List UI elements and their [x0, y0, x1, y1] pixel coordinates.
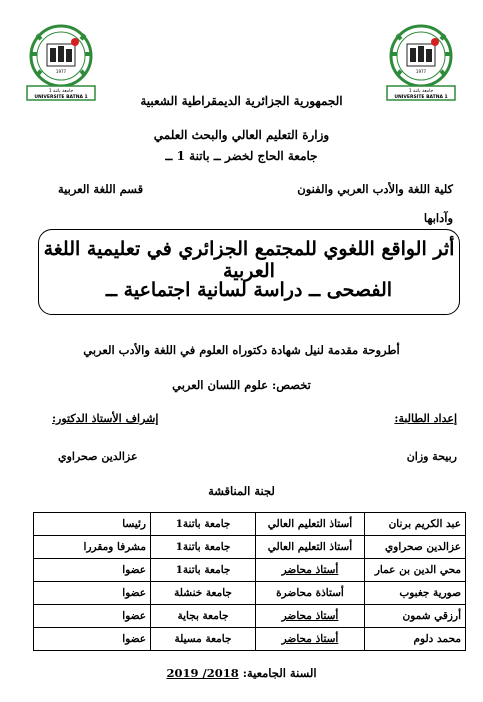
jury-rank: أستاذ محاضر: [256, 559, 365, 582]
jury-university: جامعة باتنة1: [151, 559, 256, 582]
jury-university: جامعة خنشلة: [151, 582, 256, 605]
jury-name: أرزقي شمون: [365, 605, 466, 628]
faculty-name: كلية اللغة والأدب العربي والفنون: [297, 182, 453, 196]
jury-name: عبد الكريم برنان: [365, 513, 466, 536]
thesis-title-line2: الفصحى ــ دراسة لسانية اجتماعية ــ: [105, 279, 393, 301]
jury-rank: أستاذ محاضر: [256, 605, 365, 628]
jury-rank: أستاذ التعليم العالي: [256, 513, 365, 536]
academic-year-value: 2018/ 2019: [166, 666, 239, 680]
jury-role: عضوا: [34, 559, 151, 582]
table-row: [34, 559, 466, 582]
specialization: تخصص: علوم اللسان العربي: [172, 378, 311, 392]
university-logo-left: [23, 22, 99, 104]
jury-rank: أستاذ التعليم العالي: [256, 536, 365, 559]
jury-name: محي الدين بن عمار: [365, 559, 466, 582]
table-row: [34, 582, 466, 605]
committee-title: لجنة المناقشة: [208, 484, 275, 498]
jury-role: رئيسا: [34, 513, 151, 536]
svg-text:جامعة باتنة 1: جامعة باتنة 1: [408, 89, 434, 94]
jury-name: محمد دلوم: [365, 628, 466, 651]
student-name: ربيحة وزان: [406, 450, 457, 463]
table-row: [34, 536, 466, 559]
svg-text:1977: 1977: [415, 69, 427, 74]
svg-text:UNIVERSITE BATNA 1: UNIVERSITE BATNA 1: [394, 95, 448, 100]
jury-rank: أستاذة محاضرة: [256, 582, 365, 605]
table-row: [34, 513, 466, 536]
academic-year-label: السنة الجامعية:: [242, 666, 317, 680]
ministry-header: وزارة التعليم العالي والبحث العلمي: [153, 128, 330, 142]
jury-role: مشرفا ومقررا: [34, 536, 151, 559]
thesis-title-line1: أثر الواقع اللغوي للمجتمع الجزائري في تعليمية اللغة العربية: [43, 238, 455, 282]
prepared-by-label: إعداد الطالبة:: [394, 412, 457, 425]
academic-year: [0, 666, 483, 680]
jury-university: جامعة بجاية: [151, 605, 256, 628]
jury-university: جامعة مسيلة: [151, 628, 256, 651]
jury-rank: أستاذ محاضر: [256, 628, 365, 651]
jury-role: عضوا: [34, 582, 151, 605]
jury-name: عزالدين صحراوي: [365, 536, 466, 559]
university-logo-right: [383, 22, 459, 104]
jury-university: جامعة باتنة1: [151, 513, 256, 536]
supervisor-label: إشراف الأستاذ الدكتور:: [52, 412, 159, 425]
jury-name: صورية جغبوب: [365, 582, 466, 605]
jury-table: [33, 512, 466, 651]
svg-text:1977: 1977: [55, 69, 67, 74]
jury-role: عضوا: [34, 628, 151, 651]
jury-university: جامعة باتنة1: [151, 536, 256, 559]
jury-role: عضوا: [34, 605, 151, 628]
university-header: جامعة الحاج لخضر ــ باتنة 1 ــ: [165, 149, 318, 163]
thesis-note: أطروحة مقدمة لنيل شهادة دكتوراه العلوم في اللغة والأدب العربي: [83, 343, 400, 357]
svg-text:جامعة باتنة 1: جامعة باتنة 1: [48, 89, 74, 94]
supervisor-name: عزالدين صحراوي: [58, 450, 138, 463]
table-row: [34, 605, 466, 628]
table-row: [34, 628, 466, 651]
svg-text:UNIVERSITE BATNA 1: UNIVERSITE BATNA 1: [34, 95, 88, 100]
republic-header: الجمهورية الجزائرية الديمقراطية الشعبية: [140, 94, 343, 108]
faculty-name-continuation: وآدابها: [423, 211, 453, 225]
department-name: قسم اللغة العربية: [58, 182, 144, 196]
